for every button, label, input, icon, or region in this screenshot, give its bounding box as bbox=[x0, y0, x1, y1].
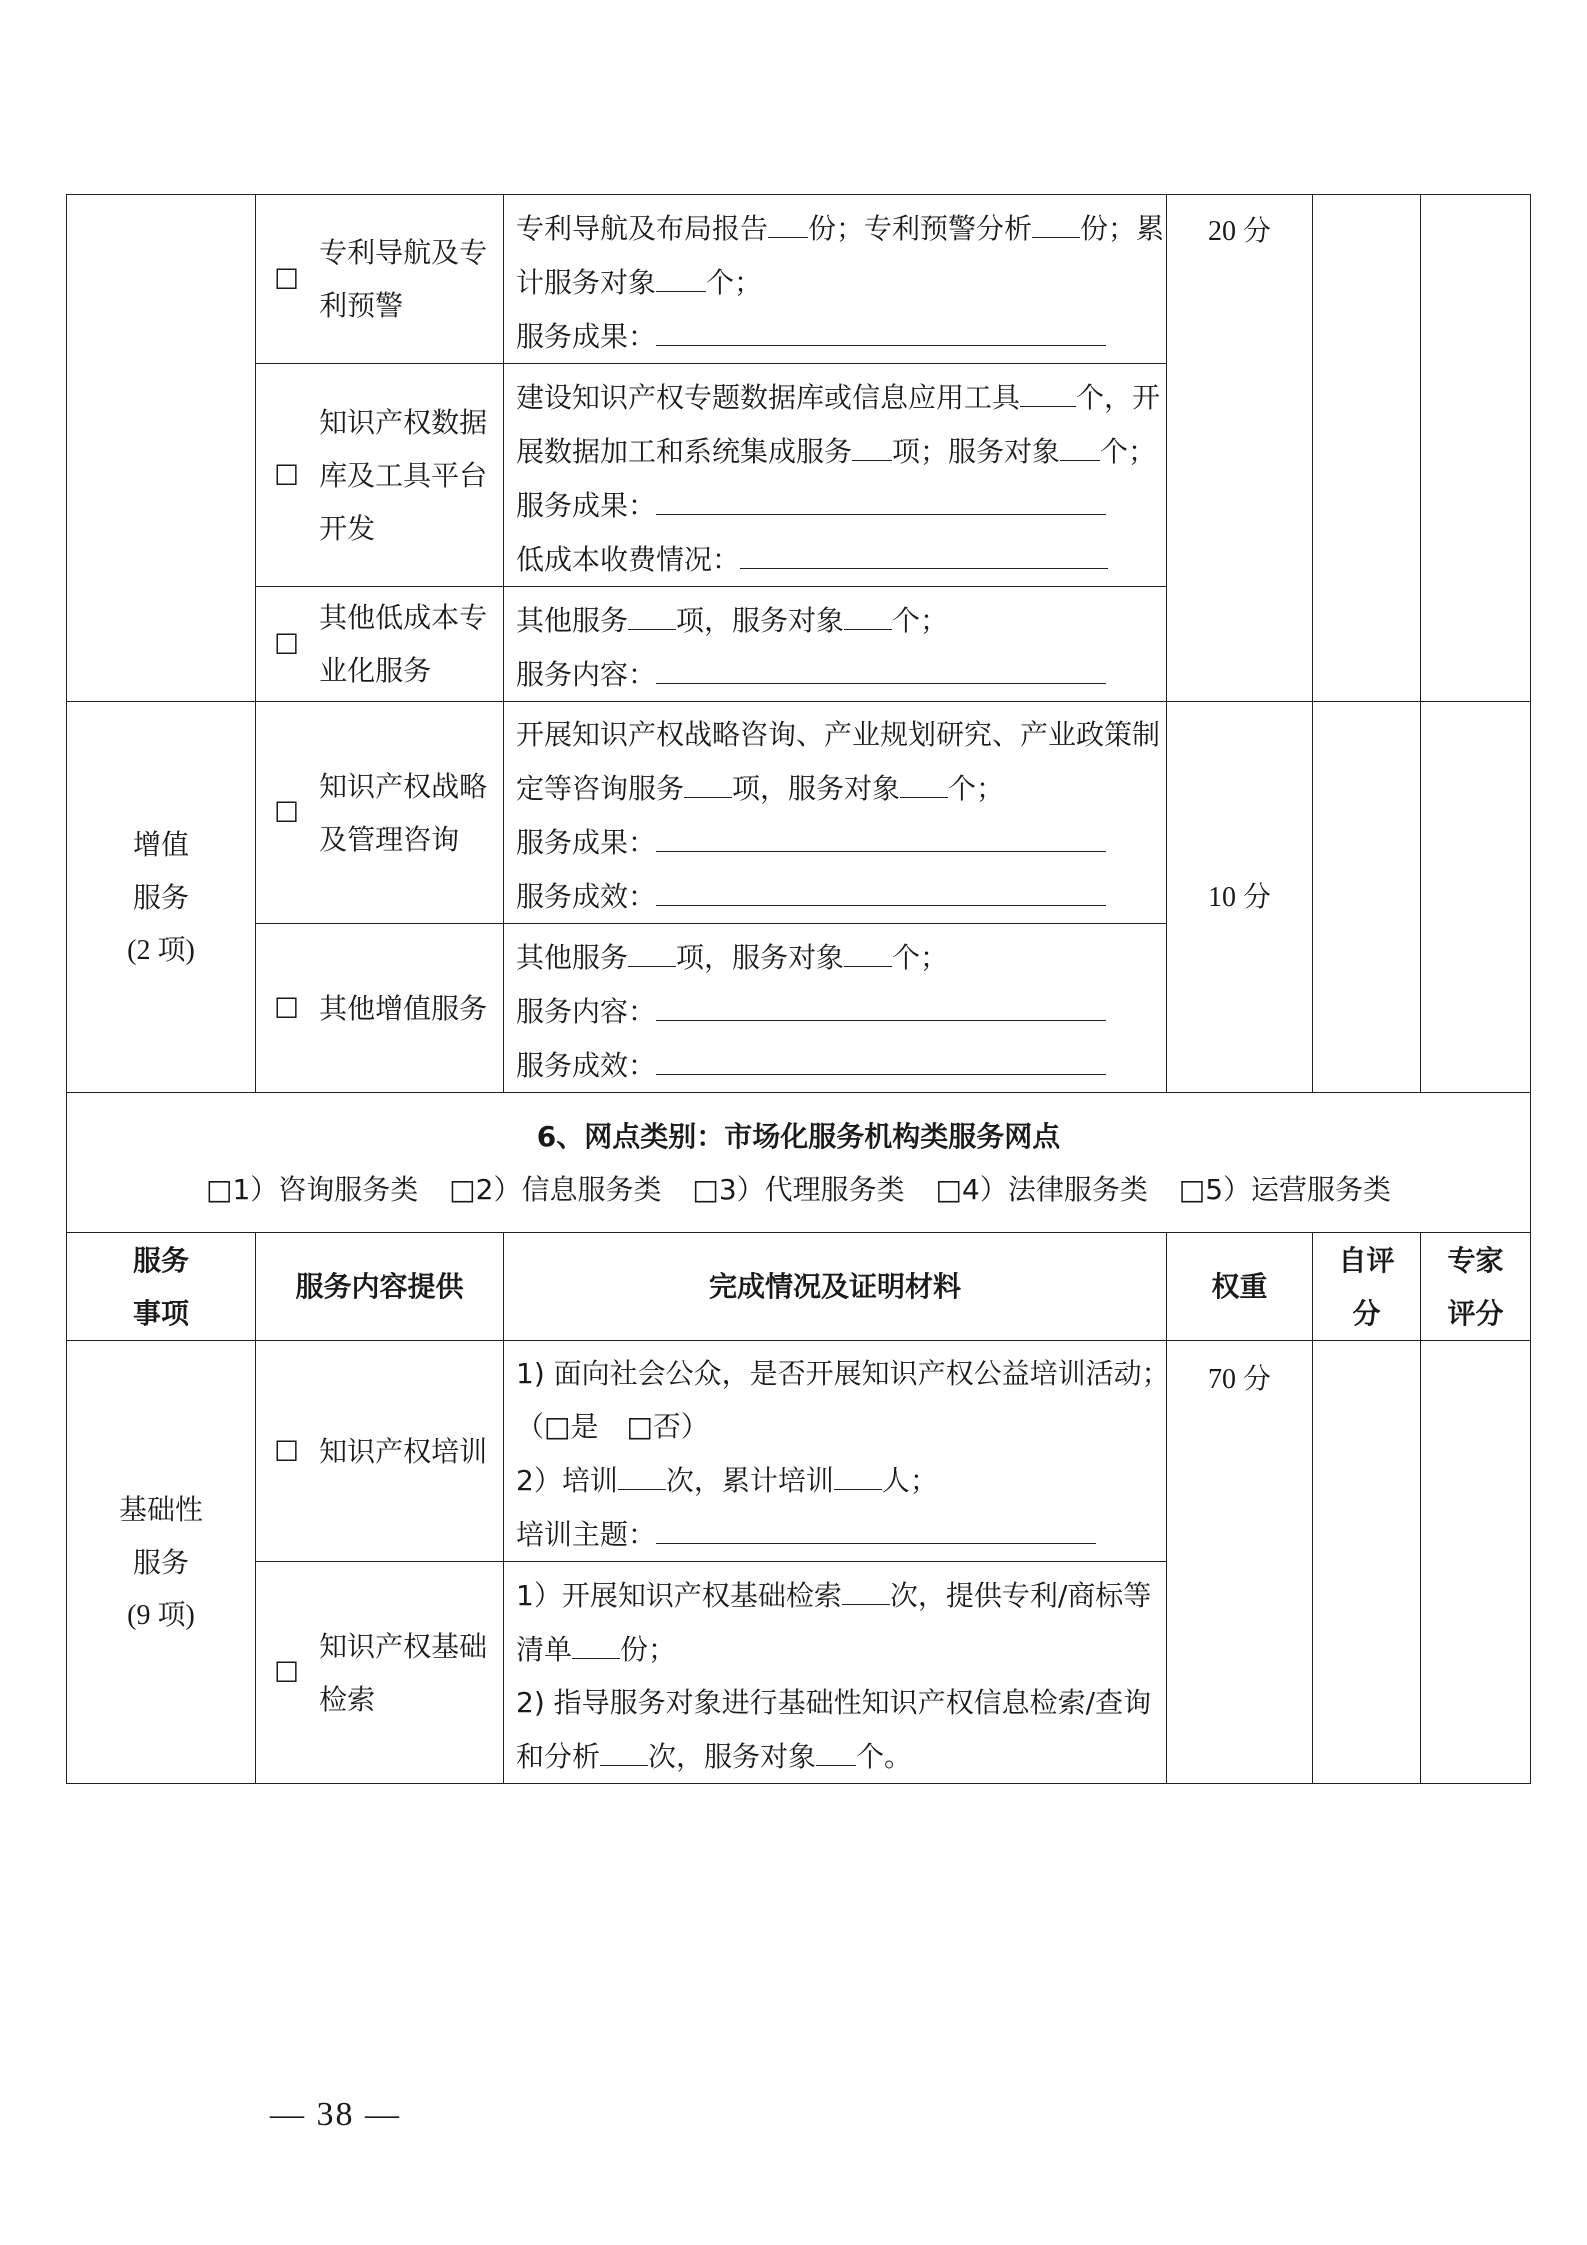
completion-cell bbox=[504, 1341, 1170, 1562]
text: 服务成效： bbox=[516, 1049, 657, 1082]
page-number: — 38 — bbox=[270, 2096, 401, 2133]
text: 1) 面向社会公众，是否开展知识产权公益培训活动； bbox=[516, 1357, 1170, 1390]
text: 个。 bbox=[856, 1740, 913, 1773]
text: 人； bbox=[881, 1464, 938, 1497]
checkbox[interactable]: ☐ bbox=[274, 262, 300, 296]
text: 个，开 bbox=[1076, 381, 1161, 414]
header-text: 自评 bbox=[1338, 1243, 1395, 1277]
checkbox[interactable]: ☐ bbox=[274, 1434, 300, 1468]
header-text: 专家 bbox=[1447, 1243, 1504, 1277]
self-score-cell[interactable] bbox=[1313, 1341, 1421, 1784]
option-agency[interactable]: □3）代理服务类 bbox=[692, 1172, 905, 1206]
option-legal[interactable]: □4）法律服务类 bbox=[935, 1172, 1148, 1206]
weight-cell bbox=[1167, 702, 1313, 1093]
weight-cell bbox=[1167, 195, 1313, 702]
text: 个； bbox=[706, 266, 763, 299]
weight-cell bbox=[1167, 1341, 1313, 1784]
service-item-cell bbox=[256, 1562, 504, 1784]
header-completion: 完成情况及证明材料 bbox=[504, 1233, 1167, 1341]
service-item-label: 知识产权基础检索 bbox=[319, 1629, 488, 1716]
text: 份；累 bbox=[1080, 212, 1165, 245]
text: 次，提供专利/商标等 bbox=[889, 1579, 1152, 1612]
table-row bbox=[67, 195, 1531, 364]
completion-cell bbox=[504, 702, 1167, 924]
checkbox[interactable]: ☐ bbox=[274, 796, 300, 829]
text: 个； bbox=[1100, 435, 1157, 468]
checkbox[interactable]: ☐ bbox=[274, 1656, 300, 1689]
text: 其他服务 bbox=[516, 604, 629, 637]
expert-score-cell[interactable] bbox=[1421, 1341, 1531, 1784]
checkbox[interactable]: ☐ bbox=[274, 991, 300, 1025]
table-row bbox=[67, 1341, 1531, 1562]
header-text: 服务 bbox=[132, 1243, 189, 1277]
category-cell bbox=[67, 702, 256, 1093]
service-item-cell bbox=[256, 364, 504, 587]
category-cell bbox=[67, 1341, 256, 1784]
service-item-cell bbox=[256, 195, 504, 364]
text: 开展知识产权战略咨询、产业规划研究、产业政策制 bbox=[516, 718, 1161, 751]
completion-cell bbox=[504, 364, 1167, 587]
text: 服务内容： bbox=[516, 658, 657, 691]
completion-cell bbox=[504, 1562, 1167, 1784]
header-content: 服务内容提供 bbox=[256, 1233, 504, 1341]
completion-cell bbox=[504, 195, 1167, 364]
text: 项，服务对象 bbox=[676, 604, 845, 637]
text: 其他服务 bbox=[516, 941, 629, 974]
option-information[interactable]: □2）信息服务类 bbox=[449, 1172, 662, 1206]
completion-cell bbox=[504, 587, 1167, 702]
category-label: 基础性 bbox=[118, 1492, 203, 1526]
evaluation-table bbox=[66, 194, 1531, 1784]
category-count: (9 项) bbox=[127, 1599, 195, 1631]
text: 服务成果： bbox=[516, 489, 657, 522]
text: 培训主题： bbox=[516, 1518, 657, 1551]
expert-score-cell[interactable] bbox=[1421, 702, 1531, 1093]
category-label: 服务 bbox=[132, 880, 189, 914]
text: 个； bbox=[892, 941, 949, 974]
header-row bbox=[67, 1233, 1531, 1341]
header-text: 分 bbox=[1352, 1296, 1381, 1330]
text: 低成本收费情况： bbox=[516, 543, 741, 576]
text: 计服务对象 bbox=[516, 266, 657, 299]
option-consulting[interactable]: □1）咨询服务类 bbox=[205, 1172, 419, 1206]
text: 服务成果： bbox=[516, 826, 657, 859]
service-item-cell bbox=[256, 924, 504, 1093]
header-expert-score bbox=[1421, 1233, 1531, 1341]
text: 服务内容： bbox=[516, 995, 657, 1028]
weight-value: 20 分 bbox=[1207, 216, 1271, 247]
text: 次，累计培训 bbox=[665, 1464, 834, 1497]
text: 和分析 bbox=[516, 1740, 601, 1773]
header-weight: 权重 bbox=[1167, 1233, 1313, 1341]
text: 2）培训 bbox=[516, 1464, 618, 1497]
header-text: 事项 bbox=[132, 1296, 189, 1330]
text: 服务成果： bbox=[516, 320, 657, 353]
text: 建设知识产权专题数据库或信息应用工具 bbox=[516, 381, 1021, 414]
expert-score-cell[interactable] bbox=[1421, 195, 1531, 702]
category-label: 服务 bbox=[132, 1545, 189, 1579]
text: 展数据加工和系统集成服务 bbox=[516, 435, 853, 468]
self-score-cell[interactable] bbox=[1313, 195, 1421, 702]
checkbox[interactable]: ☐ bbox=[274, 627, 300, 661]
option-operation[interactable]: □5）运营服务类 bbox=[1178, 1172, 1392, 1206]
text: 份；专利预警分析 bbox=[808, 212, 1033, 245]
text: 定等咨询服务 bbox=[516, 772, 685, 805]
category-cell bbox=[67, 195, 256, 702]
service-item-cell bbox=[256, 702, 504, 924]
header-text: 评分 bbox=[1447, 1296, 1504, 1330]
text: 项；服务对象 bbox=[892, 435, 1061, 468]
weight-value: 70 分 bbox=[1207, 1364, 1271, 1395]
completion-cell bbox=[504, 924, 1167, 1093]
category-options bbox=[67, 1163, 1530, 1216]
text: 清单 bbox=[516, 1633, 573, 1666]
text: 项，服务对象 bbox=[676, 941, 845, 974]
service-item-label: 其他低成本专业化服务 bbox=[319, 601, 488, 687]
service-item-label: 知识产权数据库及工具平台开发 bbox=[319, 405, 488, 545]
self-score-cell[interactable] bbox=[1313, 702, 1421, 1093]
text: 服务成效： bbox=[516, 880, 657, 913]
section-title-cell bbox=[67, 1093, 1531, 1233]
service-item-label: 知识产权战略及管理咨询 bbox=[319, 769, 488, 856]
category-label: 增值 bbox=[132, 827, 189, 861]
service-item-label: 其他增值服务 bbox=[319, 991, 488, 1025]
text: 个； bbox=[948, 772, 1005, 805]
service-item-label: 专利导航及专利预警 bbox=[319, 236, 488, 322]
service-item-cell bbox=[256, 1341, 504, 1562]
section-title: 6、网点类别：市场化服务机构类服务网点 bbox=[536, 1119, 1061, 1153]
table-row bbox=[67, 702, 1531, 924]
category-count: (2 项) bbox=[127, 934, 195, 966]
text: 个； bbox=[892, 604, 949, 637]
header-self-score bbox=[1313, 1233, 1421, 1341]
section-row bbox=[67, 1093, 1531, 1233]
text: 项，服务对象 bbox=[732, 772, 901, 805]
header-service-item bbox=[67, 1233, 256, 1341]
text: 份； bbox=[620, 1633, 677, 1666]
text: 专利导航及布局报告 bbox=[516, 212, 769, 245]
service-item-label: 知识产权培训 bbox=[319, 1434, 488, 1468]
text: 1）开展知识产权基础检索 bbox=[516, 1579, 842, 1612]
text: 次，服务对象 bbox=[648, 1740, 817, 1773]
checkbox[interactable]: ☐ bbox=[274, 458, 300, 492]
service-item-cell bbox=[256, 587, 504, 702]
text: 2) 指导服务对象进行基础性知识产权信息检索/查询 bbox=[516, 1686, 1152, 1719]
text: （□是 □否） bbox=[516, 1410, 709, 1443]
weight-value: 10 分 bbox=[1207, 881, 1271, 913]
